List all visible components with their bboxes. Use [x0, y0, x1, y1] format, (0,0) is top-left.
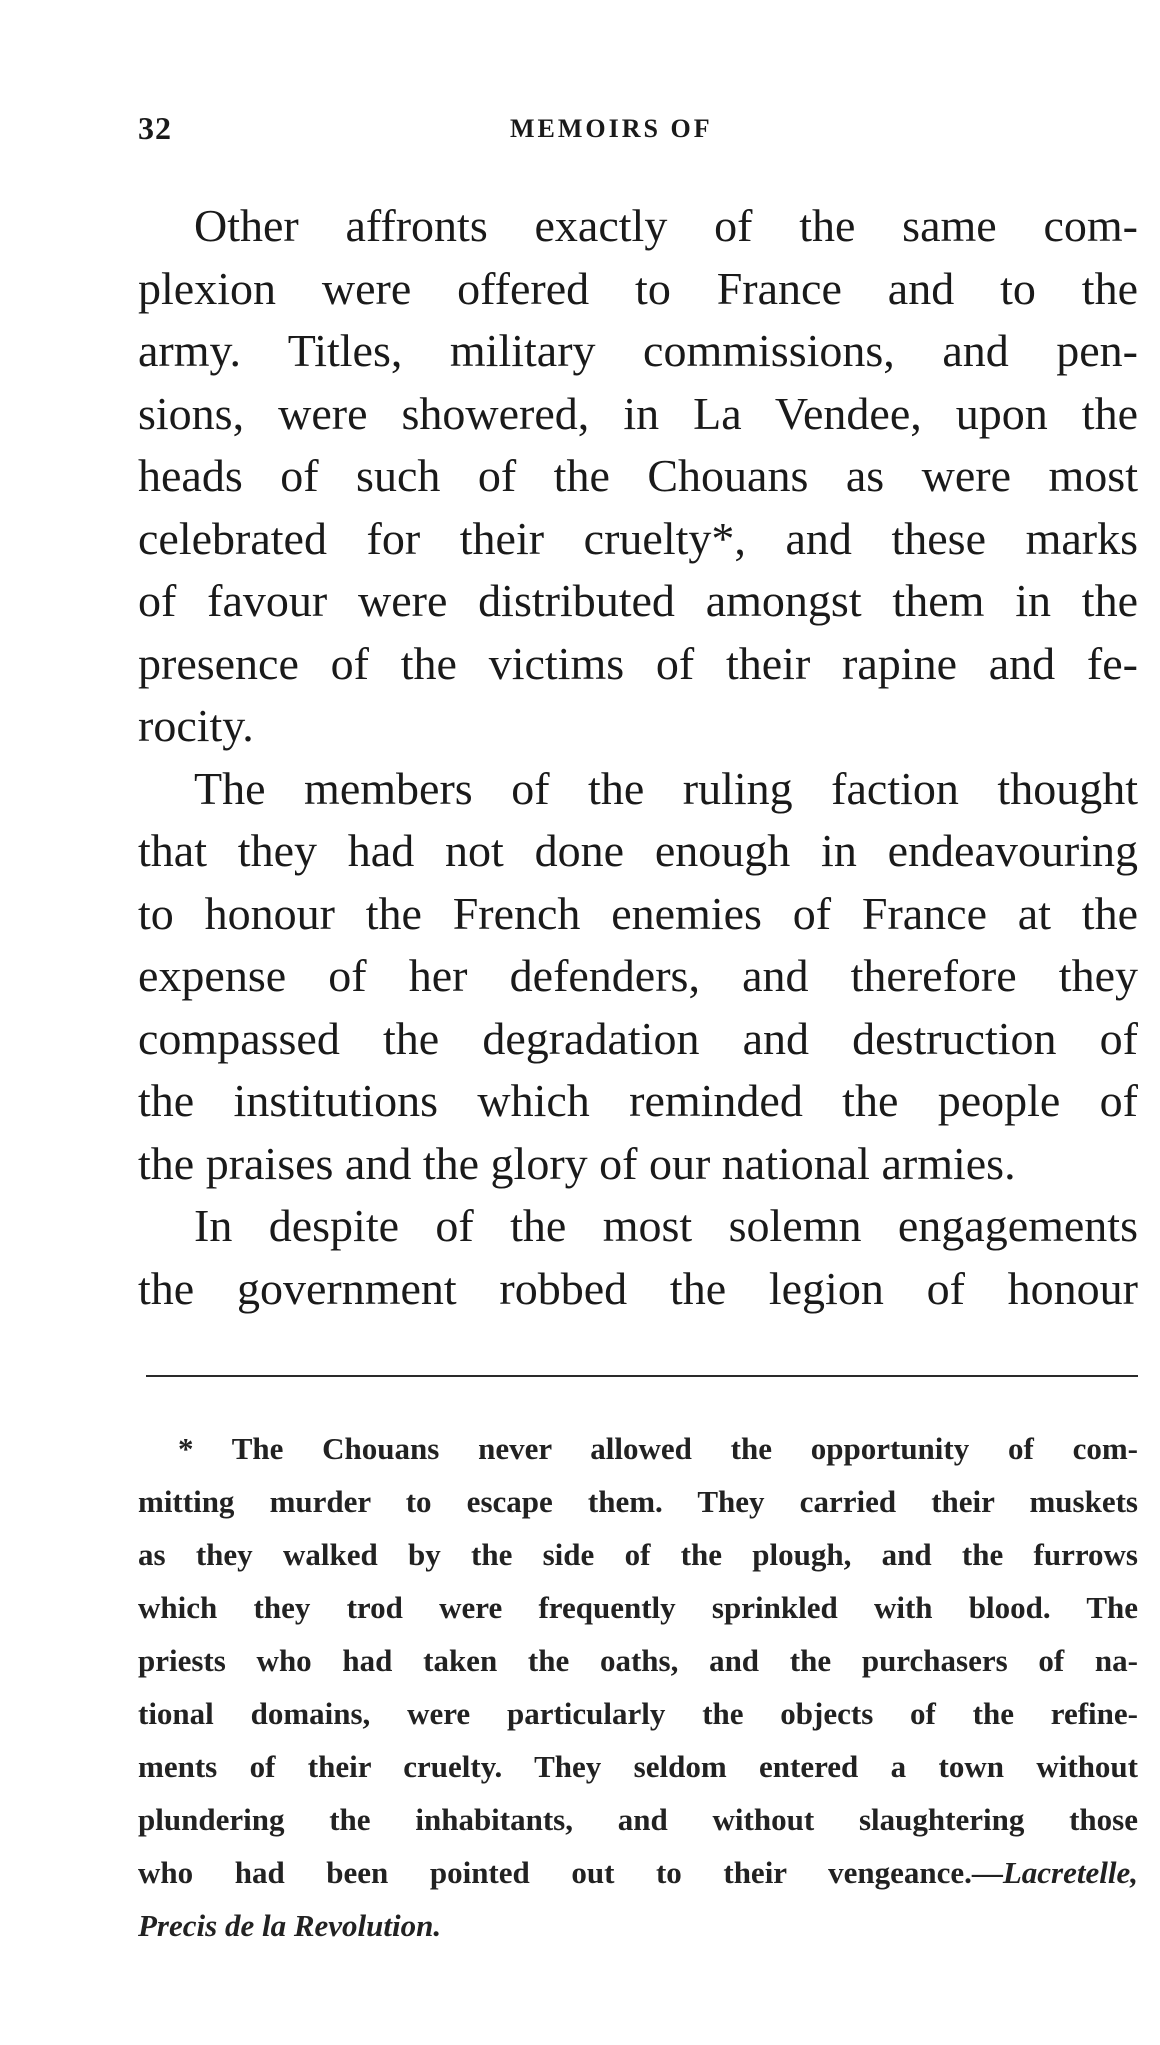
- paragraph-1: [138, 195, 1138, 758]
- text-line: rocity.: [138, 700, 254, 751]
- running-head: [138, 110, 1138, 150]
- running-title: MEMOIRS OF: [510, 114, 713, 143]
- footnote-line: which they trod were frequently sprinkled with blood. The: [138, 1590, 1138, 1625]
- footnote-line: as they walked by the side of the plough, and the furrows: [138, 1537, 1138, 1572]
- footnote-citation-author: Lacretelle,: [1002, 1855, 1138, 1890]
- text-line: expense of her defenders, and therefore they: [138, 950, 1138, 1001]
- footnote-line: * The Chouans never allowed the opportunity of com-: [178, 1431, 1138, 1466]
- body-text: [138, 195, 1138, 1320]
- text-line: that they had not done enough in endeavouring: [138, 825, 1138, 876]
- paragraph-3: [138, 1195, 1138, 1320]
- footnote: [138, 1422, 1138, 1952]
- text-line: Other affronts exactly of the same com-: [194, 200, 1138, 251]
- footnote-citation-title: Precis de la Revolution.: [138, 1908, 442, 1943]
- text-line: of favour were distributed amongst them in the: [138, 575, 1138, 626]
- text-line: the institutions which reminded the people of: [138, 1075, 1138, 1126]
- footnote-rule: [146, 1375, 1138, 1377]
- footnote-line: tional domains, were particularly the objects of the refine-: [138, 1696, 1138, 1731]
- text-line: the praises and the glory of our national armies.: [138, 1137, 1016, 1189]
- text-line: to honour the French enemies of France at the: [138, 887, 1138, 939]
- footnote-line-citation: [138, 1846, 1138, 1899]
- text-line: plexion were offered to France and to the: [138, 262, 1138, 314]
- footnote-line: plundering the inhabitants, and without slaughtering those: [138, 1802, 1138, 1837]
- text-line: the government robbed the legion of honour: [138, 1262, 1138, 1314]
- footnote-line: mitting murder to escape them. They carried their muskets: [138, 1484, 1138, 1519]
- footnote-text: who had been pointed out to their vengeance.—: [138, 1855, 1003, 1890]
- text-line: The members of the ruling faction thought: [194, 762, 1138, 814]
- text-line: army. Titles, military commissions, and pen-: [138, 325, 1138, 376]
- page-number: 32: [138, 110, 172, 146]
- footnote-line: priests who had taken the oaths, and the purchasers of na-: [138, 1643, 1138, 1678]
- text-line: celebrated for their cruelty*, and these marks: [138, 512, 1138, 564]
- paragraph-2: [138, 758, 1138, 1196]
- footnote-line: ments of their cruelty. They seldom entered a town without: [138, 1749, 1138, 1784]
- text-line: In despite of the most solemn engagements: [194, 1200, 1138, 1251]
- text-line: sions, were showered, in La Vendee, upon the: [138, 387, 1138, 439]
- text-line: presence of the victims of their rapine and fe-: [138, 637, 1138, 689]
- text-line: heads of such of the Chouans as were most: [138, 450, 1138, 501]
- text-line: compassed the degradation and destruction of: [138, 1012, 1138, 1064]
